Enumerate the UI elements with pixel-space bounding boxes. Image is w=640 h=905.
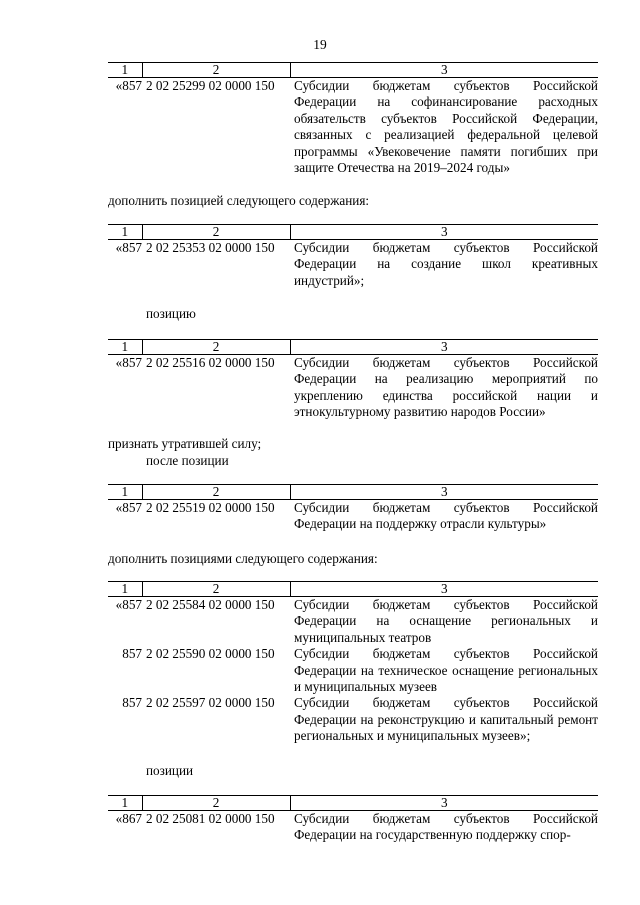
column-header-1: 1 — [108, 582, 142, 597]
column-header-1: 1 — [108, 485, 142, 500]
description-cell: Субсидии бюджетам субъектов Российской Федерации на государственную поддержку спор- — [294, 811, 598, 843]
column-header-2: 2 — [142, 63, 290, 78]
column-header-1: 1 — [108, 796, 142, 811]
budget-code-cell: 2 02 25519 02 0000 150 — [146, 500, 275, 515]
table-row — [108, 597, 598, 647]
budget-code-cell: 2 02 25353 02 0000 150 — [146, 240, 275, 255]
column-header-2: 2 — [142, 225, 290, 240]
column-header-3: 3 — [290, 582, 598, 597]
admin-code-cell: 857 — [122, 646, 142, 662]
column-header-3: 3 — [290, 796, 598, 811]
table-row — [108, 355, 598, 421]
description-cell: Субсидии бюджетам субъектов Российской Федерации на оснащение региональных и муниципальных театров — [294, 597, 598, 645]
budget-table-2 — [108, 224, 598, 289]
column-header-3: 3 — [290, 485, 598, 500]
budget-code-cell: 2 02 25597 02 0000 150 — [146, 695, 275, 711]
instruction-after-position: после позиции — [146, 453, 229, 468]
column-header-1: 1 — [108, 63, 142, 78]
admin-code-cell: «857 — [115, 78, 142, 93]
description-cell: Субсидии бюджетам субъектов Российской Федерации на софинансирование расходных обязательств субъектов Российской Федерации, связанных с реализацией федеральной целевой программы «Увековечение памяти погибших при защите Отечества на 2019–2024 годы» — [294, 78, 598, 176]
table-header-row — [108, 485, 598, 500]
admin-code-cell: «857 — [115, 240, 142, 255]
column-header-2: 2 — [142, 582, 290, 597]
table-header-row — [108, 796, 598, 811]
table-header-row — [108, 225, 598, 240]
column-header-3: 3 — [290, 340, 598, 355]
budget-code-cell: 2 02 25584 02 0000 150 — [146, 597, 275, 612]
column-header-1: 1 — [108, 225, 142, 240]
instruction-add-positions: дополнить позициями следующего содержания: — [108, 551, 378, 566]
description-cell: Субсидии бюджетам субъектов Российской Федерации на реализацию мероприятий по укреплению единства российской нации и этнокультурному развитию народов России» — [294, 355, 598, 420]
column-header-2: 2 — [142, 796, 290, 811]
admin-code-cell: «857 — [115, 597, 142, 612]
table-row — [108, 78, 598, 177]
description-cell: Субсидии бюджетам субъектов Российской Федерации на реконструкцию и капитальный ремонт региональных и муниципальных музеев»; — [294, 695, 598, 744]
budget-table-5 — [108, 581, 598, 745]
instruction-repeal: признать утратившей силу; — [108, 436, 262, 451]
description-cell: Субсидии бюджетам субъектов Российской Федерации на поддержку отрасли культуры» — [294, 500, 598, 532]
budget-table-6 — [108, 795, 598, 844]
description-cell: Субсидии бюджетам субъектов Российской Федерации на создание школ креативных индустрий»; — [294, 240, 598, 288]
column-header-2: 2 — [142, 485, 290, 500]
budget-code-cell: 2 02 25516 02 0000 150 — [146, 355, 275, 370]
instruction-positions: позиции — [146, 763, 194, 778]
budget-code-cell: 2 02 25299 02 0000 150 — [146, 78, 275, 93]
table-row — [108, 695, 598, 744]
page-number: 19 — [313, 37, 327, 52]
table-header-row — [108, 63, 598, 78]
table-header-row — [108, 582, 598, 597]
budget-table-3 — [108, 339, 598, 421]
table-row — [108, 646, 598, 695]
budget-code-cell: 2 02 25590 02 0000 150 — [146, 646, 275, 662]
table-row — [108, 500, 598, 533]
admin-code-cell: «857 — [115, 355, 142, 370]
column-header-3: 3 — [290, 63, 598, 78]
description-cell: Субсидии бюджетам субъектов Российской Федерации на техническое оснащение региональных и муниципальных музеев — [294, 646, 598, 695]
admin-code-cell: «867 — [115, 811, 142, 826]
column-header-2: 2 — [142, 340, 290, 355]
column-header-3: 3 — [290, 225, 598, 240]
budget-table-1 — [108, 62, 598, 176]
instruction-position: позицию — [146, 306, 196, 321]
column-header-1: 1 — [108, 340, 142, 355]
admin-code-cell: 857 — [122, 695, 142, 711]
instruction-add-position: дополнить позицией следующего содержания: — [108, 193, 370, 208]
table-header-row — [108, 340, 598, 355]
table-row — [108, 240, 598, 290]
budget-code-cell: 2 02 25081 02 0000 150 — [146, 811, 275, 826]
table-row — [108, 811, 598, 844]
budget-table-4 — [108, 484, 598, 533]
admin-code-cell: «857 — [115, 500, 142, 515]
